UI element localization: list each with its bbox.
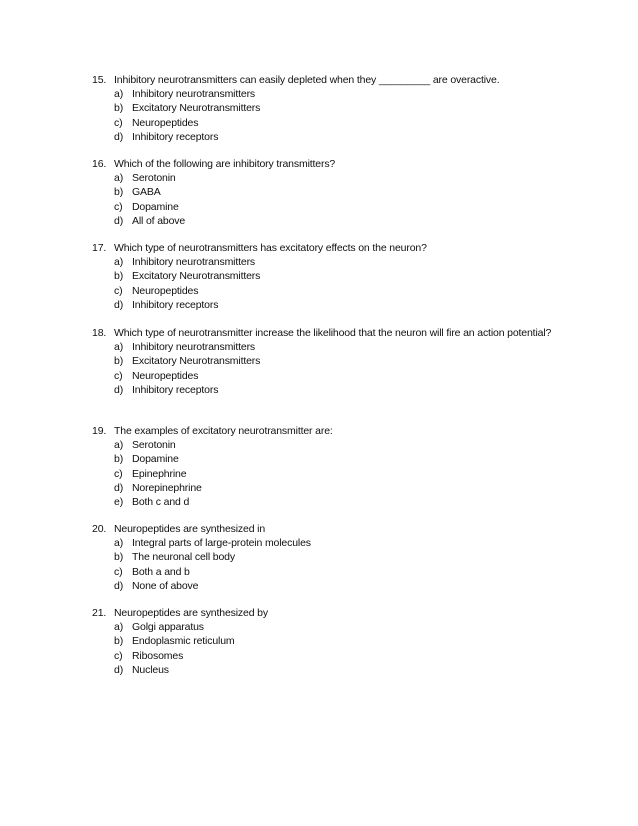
- option-item: [92, 269, 562, 283]
- question-16: [92, 157, 562, 228]
- option-text: None of above: [132, 579, 199, 592]
- option-text: Inhibitory receptors: [132, 383, 219, 396]
- option-text: Golgi apparatus: [132, 621, 204, 634]
- option-text: Norepinephrine: [132, 481, 202, 494]
- option-letter: c): [114, 116, 123, 129]
- option-item: [92, 383, 562, 397]
- option-item: [92, 452, 562, 466]
- option-letter: b): [114, 355, 124, 368]
- option-item: [92, 550, 562, 564]
- option-text: Endoplasmic reticulum: [132, 635, 235, 648]
- option-text: Both a and b: [132, 565, 190, 578]
- option-item: [92, 200, 562, 214]
- option-item: [92, 101, 562, 115]
- option-text: Neuropeptides: [132, 284, 199, 297]
- option-list: [92, 87, 562, 144]
- option-letter: d): [114, 663, 124, 676]
- option-item: [92, 214, 562, 228]
- option-letter: b): [114, 270, 124, 283]
- option-item: [92, 649, 562, 663]
- option-letter: d): [114, 298, 124, 311]
- option-letter: c): [114, 467, 123, 480]
- option-item: [92, 255, 562, 269]
- option-letter: c): [114, 284, 123, 297]
- question-text: Inhibitory neurotransmitters can easily depleted when they _________ are overactive.: [114, 74, 500, 86]
- option-item: [92, 536, 562, 550]
- option-text: Dopamine: [132, 453, 179, 466]
- option-letter: b): [114, 453, 124, 466]
- option-item: [92, 467, 562, 481]
- question-number: 17.: [92, 242, 107, 254]
- question-stem: [92, 326, 562, 340]
- option-letter: d): [114, 214, 124, 227]
- option-list: [92, 438, 562, 509]
- question-number: 16.: [92, 158, 107, 170]
- option-list: [92, 255, 562, 312]
- question-15: [92, 73, 562, 144]
- question-number: 19.: [92, 425, 107, 437]
- option-text: Inhibitory neurotransmitters: [132, 256, 256, 269]
- option-item: [92, 438, 562, 452]
- option-item: [92, 298, 562, 312]
- option-letter: d): [114, 383, 124, 396]
- option-letter: a): [114, 256, 124, 269]
- option-item: [92, 284, 562, 298]
- option-text: Epinephrine: [132, 467, 187, 480]
- option-item: [92, 481, 562, 495]
- question-stem: [92, 424, 562, 438]
- option-text: All of above: [132, 214, 186, 227]
- question-number: 21.: [92, 607, 107, 619]
- question-text: The examples of excitatory neurotransmitter are:: [114, 425, 333, 437]
- question-stem: [92, 606, 562, 620]
- option-item: [92, 620, 562, 634]
- option-list: [92, 340, 562, 397]
- question-text: Which type of neurotransmitter increase the likelihood that the neuron will fire an action potential?: [114, 327, 552, 339]
- option-text: Serotonin: [132, 439, 176, 452]
- option-text: Dopamine: [132, 200, 179, 213]
- option-item: [92, 185, 562, 199]
- question-19: [92, 424, 562, 509]
- option-item: [92, 495, 562, 509]
- option-text: GABA: [132, 186, 161, 199]
- option-letter: a): [114, 172, 124, 185]
- option-text: Both c and d: [132, 496, 190, 509]
- question-20: [92, 522, 562, 593]
- option-letter: b): [114, 186, 124, 199]
- option-letter: a): [114, 439, 124, 452]
- option-letter: a): [114, 341, 124, 354]
- option-letter: c): [114, 200, 123, 213]
- question-stem: [92, 157, 562, 171]
- question-stem: [92, 241, 562, 255]
- question-21: [92, 606, 562, 677]
- question-stem: [92, 522, 562, 536]
- question-text: Which of the following are inhibitory transmitters?: [114, 158, 336, 170]
- option-letter: e): [114, 496, 124, 509]
- option-list: [92, 620, 562, 677]
- question-stem: [92, 73, 562, 87]
- option-text: Neuropeptides: [132, 369, 199, 382]
- option-text: Nucleus: [132, 663, 169, 676]
- option-letter: b): [114, 102, 124, 115]
- option-text: Excitatory Neurotransmitters: [132, 102, 261, 115]
- question-number: 15.: [92, 74, 107, 86]
- option-text: Integral parts of large-protein molecules: [132, 537, 311, 550]
- option-list: [92, 536, 562, 593]
- option-letter: b): [114, 551, 124, 564]
- option-item: [92, 354, 562, 368]
- option-item: [92, 340, 562, 354]
- option-item: [92, 565, 562, 579]
- option-letter: a): [114, 621, 124, 634]
- option-item: [92, 634, 562, 648]
- option-text: Excitatory Neurotransmitters: [132, 270, 261, 283]
- option-text: Neuropeptides: [132, 116, 199, 129]
- option-letter: c): [114, 649, 123, 662]
- option-text: Inhibitory receptors: [132, 130, 219, 143]
- option-text: Inhibitory neurotransmitters: [132, 88, 256, 101]
- option-list: [92, 171, 562, 228]
- option-text: The neuronal cell body: [132, 551, 235, 564]
- option-text: Inhibitory receptors: [132, 298, 219, 311]
- option-letter: d): [114, 481, 124, 494]
- option-text: Ribosomes: [132, 649, 184, 662]
- option-letter: d): [114, 579, 124, 592]
- option-item: [92, 87, 562, 101]
- option-letter: a): [114, 88, 124, 101]
- question-text: Neuropeptides are synthesized by: [114, 607, 268, 619]
- option-letter: c): [114, 369, 123, 382]
- option-item: [92, 116, 562, 130]
- option-letter: d): [114, 130, 124, 143]
- question-17: [92, 241, 562, 312]
- option-letter: b): [114, 635, 124, 648]
- option-text: Inhibitory neurotransmitters: [132, 341, 256, 354]
- option-letter: a): [114, 537, 124, 550]
- question-text: Neuropeptides are synthesized in: [114, 523, 266, 535]
- question-number: 20.: [92, 523, 107, 535]
- option-text: Serotonin: [132, 172, 176, 185]
- option-letter: c): [114, 565, 123, 578]
- option-text: Excitatory Neurotransmitters: [132, 355, 261, 368]
- question-text: Which type of neurotransmitters has excitatory effects on the neuron?: [114, 242, 427, 254]
- option-item: [92, 130, 562, 144]
- option-item: [92, 579, 562, 593]
- question-number: 18.: [92, 327, 107, 339]
- question-18: [92, 326, 562, 397]
- option-item: [92, 171, 562, 185]
- option-item: [92, 369, 562, 383]
- option-item: [92, 663, 562, 677]
